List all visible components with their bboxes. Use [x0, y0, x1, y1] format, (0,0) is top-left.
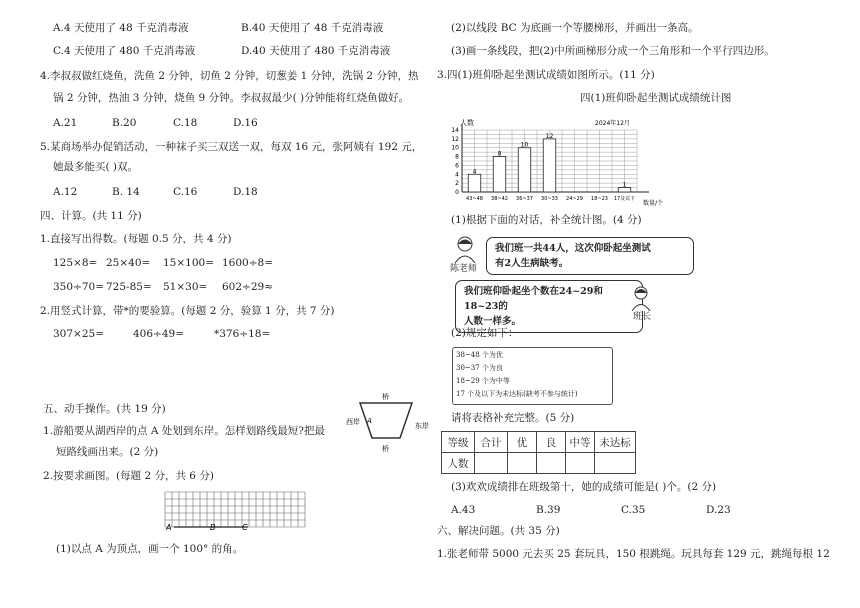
chart-ytick-label: 8 [455, 153, 459, 161]
chart-bar [468, 174, 481, 192]
q3-option-c: C.4 天使用了 480 千克消毒液 [53, 45, 196, 57]
calc-item: 350÷70= [53, 281, 104, 293]
q5-option-a: A.12 [53, 186, 78, 198]
chart-bar [543, 139, 556, 192]
q5-option-c: C.16 [173, 186, 198, 198]
table-header-cell: 未达标 [595, 432, 636, 453]
chart-ytick-label: 12 [451, 135, 459, 143]
monitor-avatar-icon [629, 285, 653, 311]
rules-box [452, 347, 613, 405]
q5-option-b: B. 14 [112, 186, 140, 198]
q4-line1: 4.李叔叔做红烧鱼，洗鱼 2 分钟，切鱼 2 分钟，切葱姜 1 分钟，洗锅 2 分钟，热 [40, 70, 419, 82]
table-blank-cell[interactable] [508, 453, 537, 474]
east-bank-label: 东岸 [415, 422, 429, 430]
chart-ytick-label: 0 [455, 189, 459, 196]
table-blank-cell[interactable] [595, 453, 636, 474]
chart-date: 2024年12月 [595, 120, 630, 127]
chart-xlabel: 数量/个 [643, 200, 664, 207]
op2-instruction: 2.按要求画图。(每题 2 分，共 6 分) [43, 470, 214, 482]
chart-ytick-label: 2 [455, 180, 459, 188]
chart-xtick-label: 36~37 [516, 196, 533, 202]
bridge-top-label: 桥 [382, 393, 389, 401]
chart-data-label: 4 [472, 168, 477, 176]
grid-point-b: B [210, 523, 216, 532]
calc-1-instruction: 1.直接写出得数。(每题 0.5 分，共 4 分) [40, 233, 232, 245]
table-blank-cell[interactable] [475, 453, 508, 474]
chart-data-label: 12 [545, 132, 554, 140]
op2-2: (2)以线段 BC 为底画一个等腰梯形，并画出一条高。 [451, 22, 699, 34]
chart-xtick-label: 30~33 [541, 196, 558, 202]
chart-data-label: 10 [520, 141, 529, 149]
calc-item: 51×30= [163, 281, 208, 293]
rule-item: 17 个及以下为未达标(缺考不参与统计) [456, 390, 578, 398]
calc-item: 725-85= [106, 281, 152, 293]
chart-bar [493, 157, 506, 192]
table-header-cell: 优 [508, 432, 537, 453]
chart-data-label: 8 [497, 150, 502, 158]
q3-3-option-c: C.35 [621, 504, 646, 516]
q4-line2: 锅 2 分钟，热油 3 分钟，烧鱼 9 分钟。李叔叔最少( )分钟能将红烧鱼做好。 [53, 92, 410, 104]
chart-xtick-label: 43~48 [466, 196, 483, 202]
lake-diagram [340, 388, 440, 454]
chart-ytick-label: 14 [451, 127, 459, 134]
table-blank-cell[interactable] [537, 453, 566, 474]
section-4-heading: 四、计算。(共 11 分) [40, 210, 142, 222]
teacher-speech-bubble [486, 237, 694, 275]
grid-point-c: C [242, 523, 248, 532]
vertical-calc-item: *376÷18= [214, 328, 271, 340]
grid-point-a: A [166, 523, 172, 532]
monitor-name: 班长 [633, 312, 652, 322]
q5-option-d: D.18 [233, 186, 258, 198]
op2-1: (1)以点 A 为顶点，画一个 100° 的角。 [56, 543, 244, 555]
point-a-label: A [367, 417, 372, 425]
teacher-line2: 有2人生病缺考。 [495, 258, 569, 269]
rule-item: 18~29 个为中等 [456, 377, 510, 385]
monitor-line1: 我们班仰卧起坐个数在24~29和18~23的 [464, 286, 603, 312]
q4-option-a: A.21 [53, 117, 78, 129]
teacher-name: 陈老师 [450, 264, 478, 274]
chart-ytick-label: 4 [455, 171, 459, 179]
q5-line2: 她最多能买( )双。 [53, 161, 139, 173]
calc-2-instruction: 2.用竖式计算，带*的要验算。(每题 2 分，验算 1 分，共 7 分) [40, 305, 335, 317]
chart-xtick-label: 24~29 [566, 196, 583, 202]
q3-3-option-b: B.39 [536, 504, 561, 516]
calc-item: 602÷29≈ [222, 281, 273, 293]
q3-3-option-d: D.23 [706, 504, 731, 516]
rule-item: 38~48 个为优 [456, 351, 503, 359]
section-5-heading: 五、动手操作。(共 19 分) [43, 403, 166, 415]
table-row [442, 453, 636, 474]
problem-1: 1.张老师带 5000 元去买 25 套玩具，150 根跳绳。玩具每套 129 元，跳绳每根 12 [437, 548, 830, 560]
calc-item: 25×40= [106, 257, 151, 269]
fill-table-instruction: 请将表格补充完整。(5 分) [451, 412, 575, 424]
q3-2: (2)规定如下： [451, 327, 519, 339]
table-row-label: 人数 [442, 453, 475, 474]
vertical-calc-item: 307×25= [53, 328, 104, 340]
calc-item: 1600÷8= [222, 257, 273, 269]
q3-3: (3)欢欢成绩排在班级第十，她的成绩可能是( )个。(2 分) [451, 481, 717, 493]
q4-option-d: D.16 [233, 117, 258, 129]
score-bar-chart [440, 112, 680, 212]
table-blank-cell[interactable] [566, 453, 595, 474]
chart-xtick-label: 38~42 [491, 196, 508, 202]
q3-1: (1)根据下面的对话，补全统计图。(4 分) [451, 214, 642, 226]
chart-ylabel: 人数 [460, 119, 474, 127]
table-header-cell: 中等 [566, 432, 595, 453]
vertical-calc-item: 406÷49= [133, 328, 184, 340]
chart-ytick-label: 10 [451, 144, 459, 152]
q3-option-b: B.40 天使用了 48 千克消毒液 [241, 22, 384, 34]
chart-title: 四(1)班仰卧起坐测试成绩统计图 [580, 92, 732, 104]
q3-3-option-a: A.43 [451, 504, 476, 516]
chart-xtick-label: 18~23 [591, 196, 608, 202]
q4-option-c: C.18 [173, 117, 198, 129]
calc-item: 15×100= [163, 257, 214, 269]
chart-xtick-label: 17及以下 [613, 196, 636, 202]
section-6-heading: 六、解决问题。(共 35 分) [437, 525, 560, 537]
q3-option-d: D.40 天使用了 480 千克消毒液 [241, 45, 391, 57]
chart-data-label: 1 [622, 181, 627, 189]
table-header-cell: 良 [537, 432, 566, 453]
west-bank-label: 西岸 [346, 418, 360, 426]
chart-bar [518, 148, 531, 192]
table-header-cell: 合计 [475, 432, 508, 453]
op1-line1: 1.游船要从湖西岸的点 A 处划到东岸。怎样划路线最短?把最 [43, 425, 325, 437]
table-header-cell: 等级 [442, 432, 475, 453]
chart-ytick-label: 6 [455, 162, 459, 170]
bridge-bottom-label: 桥 [382, 445, 389, 453]
teacher-avatar-icon [452, 235, 478, 263]
q3-option-a: A.4 天使用了 48 千克消毒液 [53, 22, 189, 34]
q3-stem: 3.四(1)班仰卧起坐测试成绩如图所示。(11 分) [437, 69, 655, 81]
q5-line1: 5.某商场举办促销活动，一种袜子买三双送一双，每双 16 元，张阿姨有 192 元， [40, 141, 423, 153]
q4-option-b: B.20 [112, 117, 137, 129]
calc-item: 125×8= [53, 257, 98, 269]
table-header-row [442, 432, 636, 453]
teacher-line1: 我们班一共44人，这次仰卧起坐测试 [495, 243, 651, 254]
score-table [441, 431, 636, 474]
op2-3: (3)画一条线段，把(2)中所画梯形分成一个三角形和一个平行四边形。 [451, 45, 775, 57]
op1-line2: 短路线画出来。(2 分) [56, 446, 159, 458]
monitor-line2: 人数一样多。 [464, 316, 522, 327]
rule-item: 30~37 个为良 [456, 364, 503, 372]
drawing-grid [160, 490, 310, 532]
